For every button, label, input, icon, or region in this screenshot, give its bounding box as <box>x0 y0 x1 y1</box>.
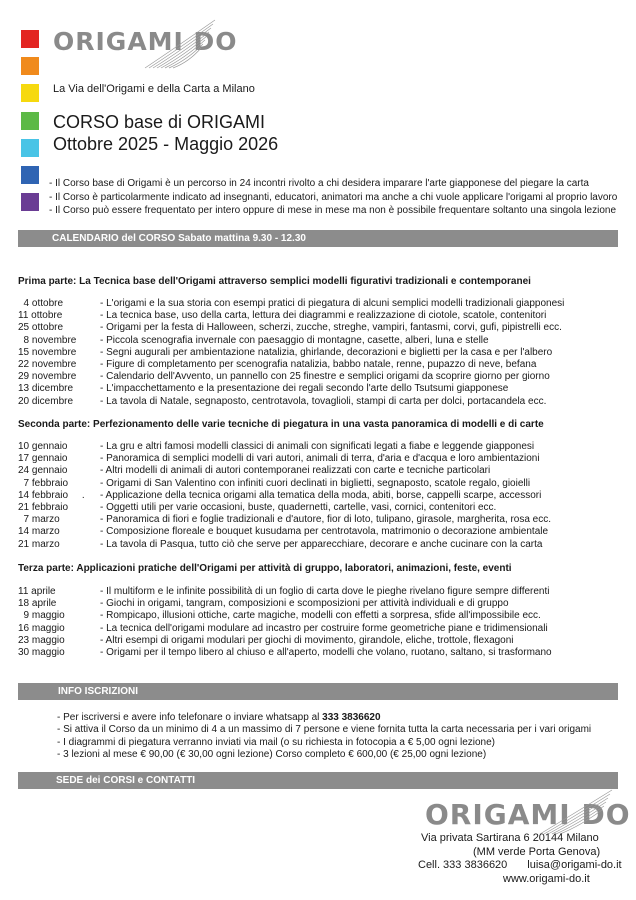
schedule-topic: - Oggetti utili per varie occasioni, buste, quadernetti, cartelle, vasi, cornici, contenitori ecc. <box>100 501 497 513</box>
schedule-topic: - Origami per la festa di Halloween, scherzi, zucche, streghe, vampiri, fantasmi, corvi, gufi, pipistrelli ecc. <box>100 322 562 334</box>
course-title: CORSO base di ORIGAMI <box>53 112 266 132</box>
origami-do-logo-footer: ORIGAMI DO <box>425 798 631 831</box>
schedule-date: 7 febbraio <box>18 477 69 489</box>
crane-wing-logo-icon <box>530 788 620 838</box>
schedule-topic: - Origami di San Valentino con infiniti cuori declinati in biglietti, segnaposto, scatole regalo, gioielli <box>100 477 531 489</box>
schedule-date: 14 marzo <box>18 526 60 538</box>
part1-title: Prima parte: La Tecnica base dell'Origami attraverso semplici modelli figurativi tradizionali e contemporanei <box>18 276 531 287</box>
schedule-topic: - Piccola scenografia invernale con paesaggio di montagne, casette, alberi, luna e stelle <box>100 334 489 346</box>
schedule-topic: - Il multiform e le infinite possibilità di un foglio di carta dove le pieghe rivelano figure sempre differenti <box>100 586 550 597</box>
origami-do-logo: ORIGAMI DO <box>53 27 238 56</box>
contact-block <box>418 832 622 886</box>
info-text <box>57 712 591 762</box>
schedule-date: 7 marzo <box>18 514 60 526</box>
schedule-date: 29 novembre <box>18 371 77 383</box>
schedule-date: 23 maggio <box>18 634 65 646</box>
schedule-topic: - Applicazione della tecnica origami alla tematica della moda, abiti, borse, cappelli scarpe, accessori <box>100 489 542 501</box>
schedule-topic: - L'origami e la sua storia con esempi pratici di piegatura di alcuni semplici modelli tradizionali giapponesi <box>100 298 565 309</box>
website[interactable]: www.origami-do.it <box>503 872 590 885</box>
info-line: - I diagrammi di piegatura verranno inviati via mail (o su richiesta in fotocopia a € 5,00 ogni lezione) <box>57 736 496 748</box>
schedule-topic: - L'impacchettamento e la presentazione dei regali secondo l'arte dello Tsutsumi giapponese <box>100 383 509 395</box>
info-bar: INFO ISCRIZIONI <box>18 683 618 700</box>
schedule-topic: - Altri modelli di animali di autori contemporanei realizzati con carte e tecniche particolari <box>100 465 491 477</box>
schedule-date: 24 gennaio <box>18 465 68 477</box>
color-square-yellow <box>21 84 39 102</box>
crane-wing-logo-icon <box>135 18 225 73</box>
tagline: La Via dell'Origami e della Carta a Milano <box>53 83 255 95</box>
color-square-cyan <box>21 139 39 157</box>
schedule-date: 13 dicembre <box>18 383 74 395</box>
course-dates: Ottobre 2025 - Maggio 2026 <box>53 134 279 154</box>
sede-bar: SEDE dei CORSI e CONTATTI <box>18 772 618 789</box>
schedule-date: 18 aprile <box>18 598 57 610</box>
schedule-date: 11 aprile <box>18 586 56 597</box>
part2-title: Seconda parte: Perfezionamento delle varie tecniche di piegatura in una vasta panoramica di modelli e di carte <box>18 419 544 430</box>
schedule-date: 30 maggio <box>18 646 65 658</box>
schedule-date: 8 novembre <box>18 334 77 346</box>
metro: (MM verde Porta Genova) <box>473 845 601 858</box>
schedule-topic: - Giochi in origami, tangram, composizioni e scomposizioni per attività individuali e di gruppo <box>100 598 509 610</box>
intro-line: - Il Corso può essere frequentato per intero oppure di mese in mese ma non è possibile frequentare soltanto una singola lezione <box>49 205 617 216</box>
schedule-date: 4 ottobre <box>18 298 64 309</box>
phone-number: 333 3836620 <box>322 712 381 723</box>
schedule-date: 20 dicembre <box>18 395 74 407</box>
color-square-green <box>21 112 39 130</box>
schedule-topic: - La tecnica base, uso della carta, lettura dei diagrammi e realizzazione di ciotole, scatole, contenitori <box>100 310 547 322</box>
schedule-topic: - La gru e altri famosi modelli classici di animali con significati legati a fiabe e leggende giapponesi <box>100 441 535 452</box>
info-line: - Per iscriversi e avere info telefonare o inviare whatsapp al 333 3836620 <box>57 712 381 723</box>
schedule-topic: - Panoramica di semplici modelli di vari autori, animali di terra, d'aria e d'acqua e loro ambientazioni <box>100 453 540 465</box>
schedule-topic: - Segni augurali per ambientazione natalizia, ghirlande, decorazioni e biglietti per la casa e per l'albero <box>100 346 553 358</box>
schedule-date: 21 febbraio <box>18 501 69 513</box>
address: Via privata Sartirana 6 20144 Milano <box>421 832 599 844</box>
schedule-date: 9 maggio <box>18 610 65 622</box>
schedule-date: 11 ottobre <box>18 310 63 322</box>
color-square-blue <box>21 166 39 184</box>
color-square-purple <box>21 193 39 211</box>
schedule-topic: - Panoramica di fiori e foglie tradizionali e d'autore, fior di loto, tulipano, girasole, margherita, rosa ecc. <box>100 514 552 526</box>
schedule-date: 14 febbraio . <box>18 489 85 501</box>
schedule-topic: - Altri esempi di origami modulari per giochi di movimento, girandole, eliche, trottole, flexagoni <box>100 634 514 646</box>
schedule-topic: - Rompicapo, illusioni ottiche, carte magiche, modelli con effetti a sorpresa, sfide all'impossibile ecc. <box>100 610 541 622</box>
info-line: - 3 lezioni al mese € 90,00 (€ 30,00 ogni lezione) Corso completo € 600,00 (€ 25,00 ogni lezione) <box>57 749 487 761</box>
schedule-topic: - Origami per il tempo libero al chiuso e all'aperto, modelli che volano, ruotano, saltano, si trasformano <box>100 646 552 658</box>
part3-title: Terza parte: Applicazioni pratiche dell'Origami per attività di gruppo, laboratori, animazioni, feste, eventi <box>18 563 512 574</box>
email[interactable]: luisa@origami-do.it <box>527 859 622 871</box>
phone: Cell. 333 3836620 <box>418 859 508 871</box>
schedule-date: 25 ottobre <box>18 322 64 334</box>
schedule-date: 15 novembre <box>18 346 77 358</box>
schedule-topic: - Composizione floreale e bouquet kusudama per centrotavola, matrimonio o decorazione ambientale <box>100 526 549 538</box>
phone-email <box>418 859 622 873</box>
schedule-date: 21 marzo <box>18 538 60 550</box>
schedule-topic: - Calendario dell'Avvento, un pannello con 25 finestre e semplici origami da scoprire giorno per giorno <box>100 371 550 383</box>
schedule-date: 10 gennaio <box>18 441 68 452</box>
schedule-date: 16 maggio <box>18 622 65 634</box>
intro-line: - Il Corso base di Origami è un percorso in 24 incontri rivolto a chi desidera imparare l'arte giapponese del piegare la carta <box>49 178 589 189</box>
schedule-topic: - La tavola di Natale, segnaposto, centrotavola, tovaglioli, stampi di carta per dolci, portacandela ecc. <box>100 395 547 407</box>
schedule-topic: - La tavola di Pasqua, tutto ciò che serve per apparecchiare, decorare e anche cucinare con la carta <box>100 538 543 550</box>
schedule-date: 22 novembre <box>18 358 77 370</box>
intro-text <box>49 177 617 218</box>
info-line: - Si attiva il Corso da un minimo di 4 a un massimo di 7 persone e viene fornita tutta la carta necessaria per i vari origami <box>57 724 592 736</box>
schedule-date: 17 gennaio <box>18 453 68 465</box>
intro-line: - Il Corso è particolarmente indicato ad insegnanti, educatori, animatori ma anche a chi vuole applicare l'origami al proprio lavoro <box>49 191 618 203</box>
schedule-topic: - La tecnica dell'origami modulare ad incastro per costruire forme geometriche piane e tridimensionali <box>100 622 548 634</box>
calendar-bar: CALENDARIO del CORSO Sabato mattina 9.30 - 12.30 <box>18 230 618 247</box>
schedule-topic: - Figure di completamento per scenografia natalizia, babbo natale, renne, pupazzo di neve, befana <box>100 358 537 370</box>
color-square-red <box>21 30 39 48</box>
color-square-orange <box>21 57 39 75</box>
